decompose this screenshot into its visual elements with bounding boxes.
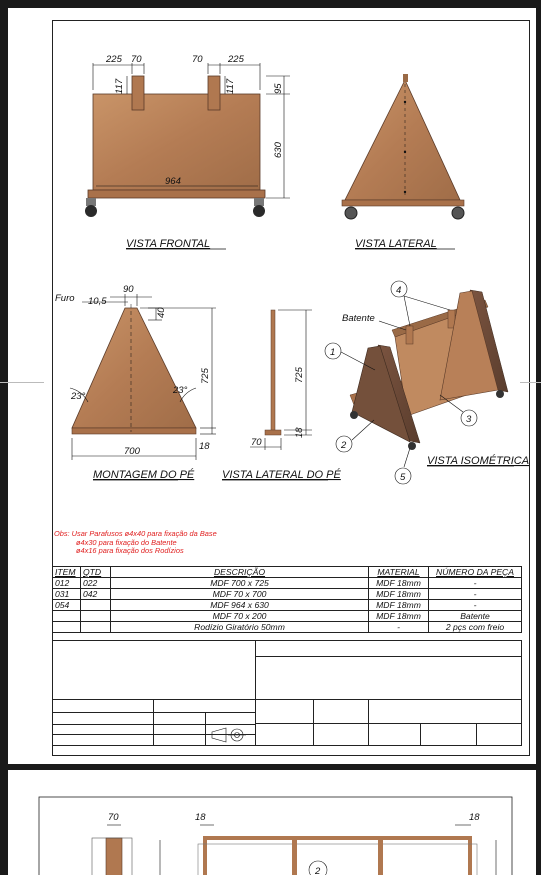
front-tab-right xyxy=(208,76,220,110)
cell-qtd xyxy=(81,600,111,611)
cell-qtd xyxy=(81,611,111,622)
wheel-left xyxy=(85,205,97,217)
cell-numero: Batente xyxy=(429,611,522,622)
title-block-divider xyxy=(153,699,154,746)
title-block-divider xyxy=(52,699,522,700)
sheet2-balloon: 2 xyxy=(315,866,321,875)
side-view xyxy=(342,74,464,250)
foot-triangle xyxy=(72,308,196,428)
cell-material: MDF 18mm xyxy=(369,611,429,622)
cell-descricao: Rodízio Giratório 50mm xyxy=(111,622,369,633)
dim-base-width: 700 xyxy=(124,446,140,457)
dim-foot-side-height: 725 xyxy=(294,367,305,383)
table-header-row xyxy=(53,567,522,578)
cell-qtd: 022 xyxy=(81,578,111,589)
header-material: MATERIAL xyxy=(369,567,429,578)
dim-hole-label: Furo xyxy=(55,293,75,304)
isometric-title: VISTA ISOMÉTRICA xyxy=(427,455,530,467)
cell-descricao: MDF 700 x 725 xyxy=(111,578,369,589)
dim-top-offset: 40 xyxy=(156,307,167,318)
cell-item: 054 xyxy=(53,600,81,611)
title-block-divider xyxy=(420,723,421,746)
title-block-divider xyxy=(476,723,477,746)
cell-numero: - xyxy=(429,578,522,589)
front-view xyxy=(85,54,290,250)
cell-material: - xyxy=(369,622,429,633)
cell-descricao: MDF 70 x 200 xyxy=(111,611,369,622)
cell-qtd: 042 xyxy=(81,589,111,600)
dim-height: 630 xyxy=(273,142,284,158)
dim-left-tab: 70 xyxy=(131,54,142,65)
dim-right-tab: 70 xyxy=(192,54,203,65)
batente-label: Batente xyxy=(342,313,375,324)
dim-hole-size: 10,5 xyxy=(88,296,107,307)
balloon-4: 4 xyxy=(396,285,402,296)
title-block-divider xyxy=(255,723,522,724)
cell-numero: - xyxy=(429,589,522,600)
cell-material: MDF 18mm xyxy=(369,600,429,611)
dim-top-gap: 95 xyxy=(273,83,284,94)
table-row xyxy=(53,611,522,622)
dim-foot-height: 725 xyxy=(200,368,211,384)
dim-tab-h-right: 117 xyxy=(225,78,236,94)
dim-left-offset: 225 xyxy=(106,54,122,65)
cell-item: 012 xyxy=(53,578,81,589)
header-numero: NÚMERO DA PEÇA xyxy=(429,567,522,578)
foot-side-view xyxy=(222,310,341,481)
cell-item: 031 xyxy=(53,589,81,600)
dim-angle-left: 23° xyxy=(71,391,86,402)
header-qtd: QTD xyxy=(81,567,111,578)
balloon-3: 3 xyxy=(466,414,472,425)
front-tab-left xyxy=(132,76,144,110)
foot-side-title: VISTA LATERAL DO PÉ xyxy=(222,469,341,481)
cell-qtd xyxy=(81,622,111,633)
cell-material: MDF 18mm xyxy=(369,589,429,600)
sheet2-dim-right: 18 xyxy=(469,812,480,823)
dim-foot-thickness: 18 xyxy=(294,427,305,438)
wheel-bracket-left xyxy=(86,198,96,206)
cell-descricao: MDF 964 x 630 xyxy=(111,600,369,611)
sheet2-dim-mid: 18 xyxy=(195,812,206,823)
sheet-2-drawing xyxy=(8,770,536,875)
dim-base-thickness: 18 xyxy=(199,441,210,452)
balloon-5: 5 xyxy=(400,472,406,483)
dim-angle-right: 23° xyxy=(173,385,188,396)
observations-note xyxy=(54,530,217,556)
dim-top-width: 90 xyxy=(123,284,134,295)
wheel-bracket-right xyxy=(254,198,264,206)
title-block-divider xyxy=(205,712,206,746)
isometric-view xyxy=(325,281,529,484)
dim-width: 964 xyxy=(165,176,181,187)
table-row xyxy=(53,578,522,589)
title-block-cell xyxy=(255,640,522,657)
foot-assembly-view xyxy=(55,284,216,481)
title-block-divider xyxy=(313,699,314,746)
sheet2-dim-left: 70 xyxy=(108,812,119,823)
wheel-right xyxy=(253,205,265,217)
table-row xyxy=(53,600,522,611)
cell-numero: 2 pçs com freio xyxy=(429,622,522,633)
header-item: ITEM xyxy=(53,567,81,578)
dim-tab-h-left: 117 xyxy=(114,78,125,94)
obs-line-1: Obs: Usar Parafusos ø4x40 para fixação da Base xyxy=(54,529,217,538)
bill-of-materials-table xyxy=(52,566,522,633)
title-block-divider xyxy=(368,699,369,746)
cell-numero: - xyxy=(429,600,522,611)
balloon-1: 1 xyxy=(330,347,336,358)
dim-right-offset: 225 xyxy=(228,54,244,65)
cell-item xyxy=(53,611,81,622)
cell-item xyxy=(53,622,81,633)
front-view-title: VISTA FRONTAL xyxy=(126,238,211,250)
header-descricao: DESCRIÇÃO xyxy=(111,567,369,578)
foot-assembly-title: MONTAGEM DO PÉ xyxy=(93,469,195,481)
title-block-divider xyxy=(255,640,256,746)
table-row xyxy=(53,622,522,633)
obs-line-3: ø4x16 para fixação dos Rodízios xyxy=(76,546,184,556)
side-triangle xyxy=(345,80,460,200)
side-view-title: VISTA LATERAL xyxy=(355,238,437,250)
cell-descricao: MDF 70 x 700 xyxy=(111,589,369,600)
front-base xyxy=(88,190,265,198)
balloon-2: 2 xyxy=(341,440,347,451)
obs-line-2: ø4x30 para fixação do Batente xyxy=(76,537,177,547)
dim-foot-width: 70 xyxy=(251,437,262,448)
cell-material: MDF 18mm xyxy=(369,578,429,589)
table-row xyxy=(53,589,522,600)
